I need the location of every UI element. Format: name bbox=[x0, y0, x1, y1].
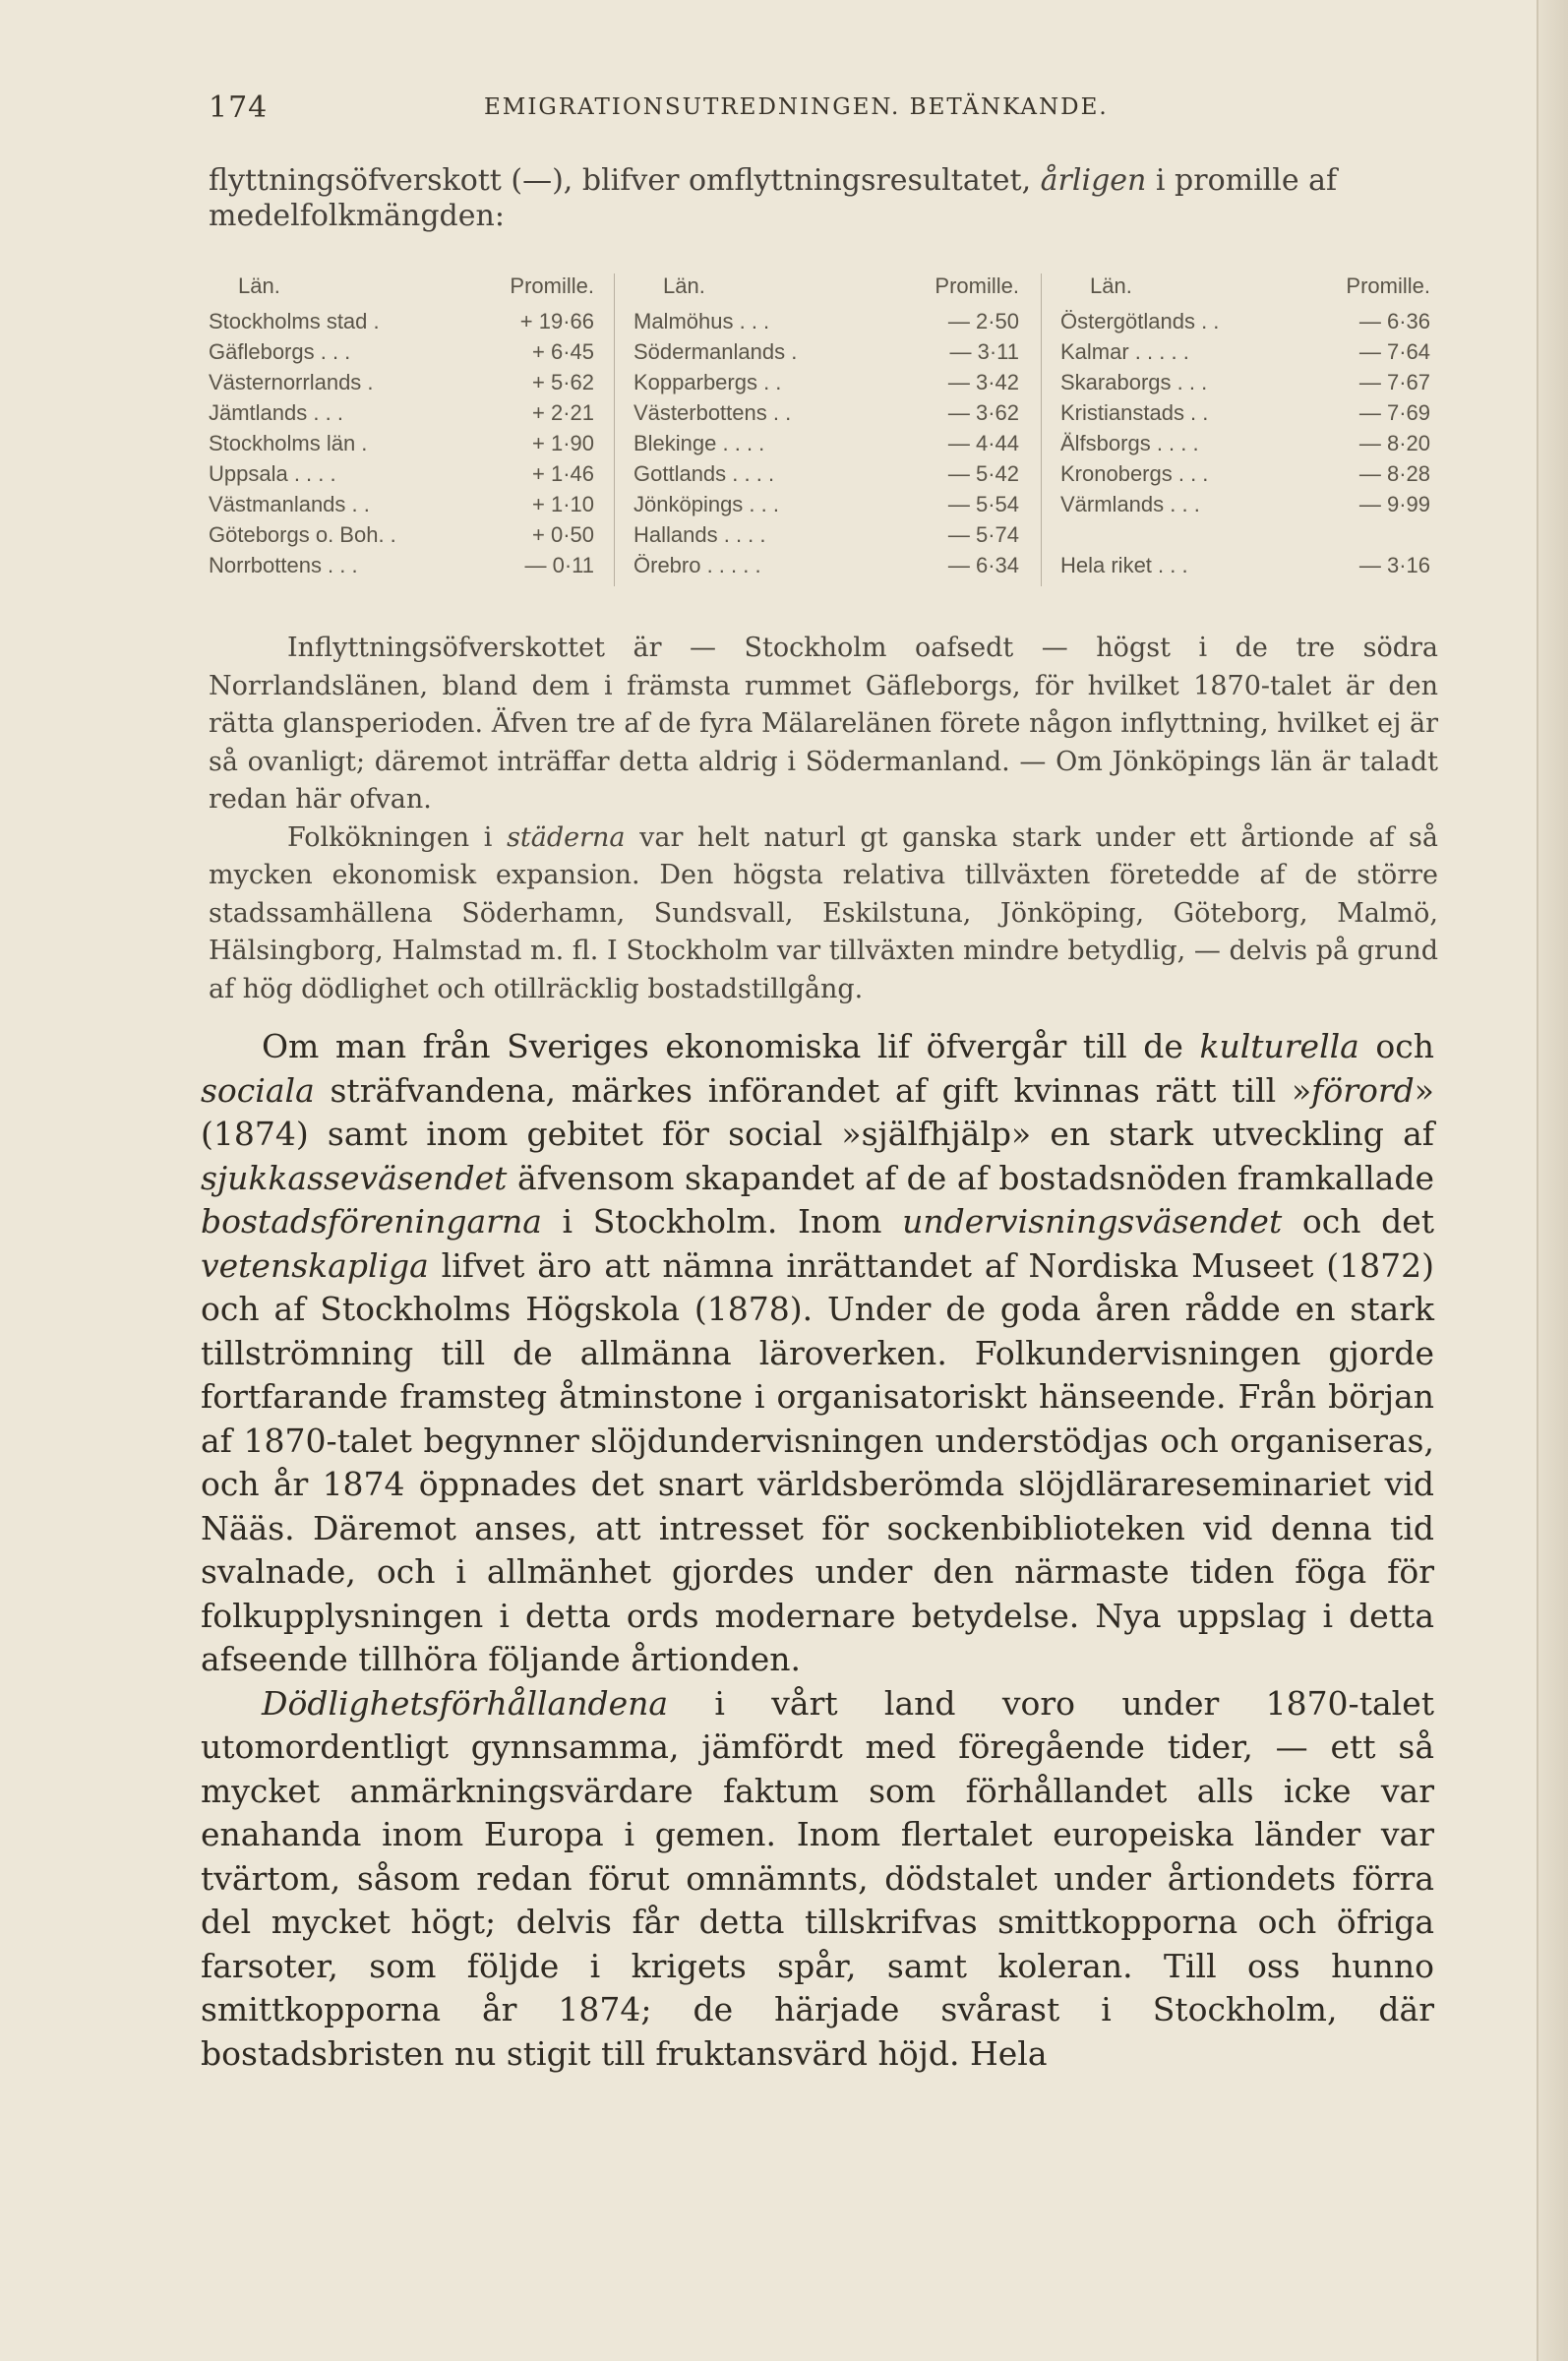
page-edge bbox=[1538, 0, 1568, 2361]
lan-name: Hallands . . . . bbox=[633, 522, 766, 547]
promille-value: — 6·36 bbox=[1358, 309, 1430, 333]
page-number: 174 bbox=[209, 91, 269, 125]
lan-name: Stockholms stad . bbox=[209, 309, 380, 333]
promille-value: — 6·34 bbox=[947, 553, 1019, 577]
lan-name: Kalmar . . . . . bbox=[1060, 339, 1189, 364]
table-row bbox=[633, 553, 1027, 580]
lan-name: Hela riket . . . bbox=[1060, 553, 1188, 577]
table-row bbox=[209, 431, 602, 458]
lan-name: Värmlands . . . bbox=[1060, 492, 1200, 516]
italic-run: städerna bbox=[507, 821, 626, 853]
promille-value: — 5·54 bbox=[947, 492, 1019, 516]
intro-italic: årligen bbox=[1040, 163, 1147, 198]
table-row bbox=[1060, 339, 1438, 367]
text-run: i vårt land voro under 1870-talet utomordentligt gynnsamma, jämfördt med föregående tider, — ett så mycket anmärkningsvärdare faktum som förhållandet alls icke var enahanda inom Europa i gemen. Inom flertalet europeiska länder var tvärtom, såsom redan förut omnämnts, dödstalet under årtiondets förra del mycket högt; delvis får detta tillskrifvas smittkopporna och öfriga farsoter, som följde i krigets spår, samt koleran. Till oss hunno smittkopporna år 1874; de härjade svårast i Stockholm, där bostadsbristen nu stigit till fruktansvärd höjd. Hela bbox=[201, 1683, 1434, 2073]
running-title: EMIGRATIONSUTREDNINGEN. BETÄNKANDE. bbox=[484, 94, 1109, 120]
promille-value: + 1·10 bbox=[532, 492, 594, 516]
promille-value: — 3·62 bbox=[947, 400, 1019, 425]
table-row bbox=[633, 339, 1027, 367]
italic-run: bostadsföreningarna bbox=[201, 1202, 542, 1241]
table-row bbox=[1060, 522, 1438, 550]
header-lan: Län. bbox=[238, 273, 280, 298]
table-row bbox=[1060, 461, 1438, 489]
italic-run: Dödlighetsförhållandena bbox=[262, 1683, 669, 1723]
table-row bbox=[209, 309, 602, 336]
text-run: Folkökningen i bbox=[287, 821, 508, 853]
table-row bbox=[1060, 309, 1438, 336]
promille-table bbox=[209, 268, 1438, 590]
lan-name: Västerbottens . . bbox=[633, 400, 792, 425]
italic-run: undervisningsväsendet bbox=[902, 1202, 1283, 1241]
lan-name: Kronobergs . . . bbox=[1060, 461, 1209, 486]
header-promille: Promille. bbox=[510, 273, 594, 298]
promille-value: — 4·44 bbox=[947, 431, 1019, 455]
lan-name: Norrbottens . . . bbox=[209, 553, 358, 577]
lan-name: Södermanlands . bbox=[633, 339, 798, 364]
table-row bbox=[633, 492, 1027, 519]
table-row bbox=[633, 522, 1027, 550]
intro-text bbox=[209, 163, 1438, 234]
lan-name: Jönköpings . . . bbox=[633, 492, 779, 516]
paragraph-inflyttning: Inflyttningsöfverskottet är — Stockholm oafsedt — högst i de tre södra Norrlandslänen, bland dem i främsta rummet Gäfleborgs, för hvilket 1870-talet är den rätta glansperioden. Äfven tre af de fyra Mälarelänen förete någon inflyttning, hvilket ej är så ovanligt; däremot inträffar detta aldrig i Södermanland. — Om Jönköpings län är taladt redan här ofvan. bbox=[209, 633, 1438, 815]
table-row bbox=[633, 461, 1027, 489]
table-header bbox=[633, 273, 1027, 301]
lan-name: Kristianstads . . bbox=[1060, 400, 1209, 425]
promille-value: + 0·50 bbox=[532, 522, 594, 547]
paragraph-dodlighet bbox=[201, 1682, 1434, 2077]
lan-name: Malmöhus . . . bbox=[633, 309, 770, 333]
promille-value: + 1·46 bbox=[532, 461, 594, 486]
italic-run: vetenskapliga bbox=[201, 1245, 429, 1285]
promille-value: — 3·11 bbox=[949, 339, 1019, 364]
table-row bbox=[209, 339, 602, 367]
promille-value: — 2·50 bbox=[947, 309, 1019, 333]
promille-value: — 3·42 bbox=[947, 370, 1019, 394]
page-edge-line bbox=[1537, 0, 1538, 2361]
table-row bbox=[209, 400, 602, 428]
main-text-section bbox=[201, 1025, 1434, 2076]
lan-name: Kopparbergs . . bbox=[633, 370, 782, 394]
lan-name: Västernorrlands . bbox=[209, 370, 374, 394]
table-row bbox=[633, 400, 1027, 428]
promille-value: — 5·74 bbox=[947, 522, 1019, 547]
lan-name: Västmanlands . . bbox=[209, 492, 370, 516]
column-divider bbox=[614, 273, 615, 586]
table-row bbox=[209, 492, 602, 519]
lan-name: Gäfleborgs . . . bbox=[209, 339, 351, 364]
small-print-section bbox=[209, 630, 1438, 1008]
lan-name: Älfsborgs . . . . bbox=[1060, 431, 1199, 455]
promille-value: — 9·99 bbox=[1358, 492, 1430, 516]
promille-value: + 1·90 bbox=[532, 431, 594, 455]
lan-name: Blekinge . . . . bbox=[633, 431, 765, 455]
text-run: äfvensom skapandet af de af bostadsnöden framkallade bbox=[507, 1158, 1434, 1197]
italic-run: kulturella bbox=[1199, 1027, 1359, 1065]
promille-value: — 3·16 bbox=[1358, 553, 1430, 577]
promille-value: — 5·42 bbox=[947, 461, 1019, 486]
table-column-1 bbox=[209, 268, 602, 590]
table-row bbox=[209, 553, 602, 580]
text-run: och det bbox=[1282, 1202, 1434, 1241]
intro-after: i promille af medelfolkmängden: bbox=[209, 163, 1338, 233]
promille-value: — 0·11 bbox=[524, 553, 594, 577]
table-row bbox=[633, 370, 1027, 397]
table-row bbox=[1060, 553, 1438, 580]
text-run: » (1874) samt inom gebitet för social »själfhjälp» en stark utveckling af bbox=[201, 1070, 1434, 1153]
header-lan: Län. bbox=[1090, 273, 1132, 298]
table-row bbox=[1060, 370, 1438, 397]
table-column-2 bbox=[633, 268, 1027, 590]
table-row bbox=[209, 370, 602, 397]
promille-value: — 7·67 bbox=[1358, 370, 1430, 394]
promille-value: + 19·66 bbox=[519, 309, 594, 333]
paragraph-kultur bbox=[201, 1025, 1434, 1682]
lan-name: Östergötlands . . bbox=[1060, 309, 1220, 333]
text-run: sträfvandena, märkes införandet af gift kvinnas rätt till » bbox=[314, 1070, 1312, 1110]
italic-run: förord bbox=[1311, 1070, 1415, 1110]
text-run: Om man från Sveriges ekonomiska lif öfvergår till de bbox=[262, 1027, 1200, 1065]
table-header bbox=[209, 273, 602, 301]
header-promille: Promille. bbox=[935, 273, 1019, 298]
intro-before: flyttningsöfverskott (—), blifver omflyttningsresultatet, bbox=[209, 163, 1041, 198]
table-row bbox=[633, 431, 1027, 458]
promille-value: + 6·45 bbox=[532, 339, 594, 364]
table-row bbox=[1060, 492, 1438, 519]
lan-name: Stockholms län . bbox=[209, 431, 368, 455]
text-run: i Stockholm. Inom bbox=[541, 1202, 903, 1241]
lan-name: Göteborgs o. Boh. . bbox=[209, 522, 396, 547]
italic-run: sociala bbox=[201, 1070, 315, 1110]
table-row bbox=[1060, 400, 1438, 428]
promille-value: + 5·62 bbox=[532, 370, 594, 394]
text-run: och bbox=[1358, 1027, 1434, 1065]
italic-run: sjukkasseväsendet bbox=[201, 1158, 508, 1197]
promille-value: — 8·28 bbox=[1358, 461, 1430, 486]
lan-name: Jämtlands . . . bbox=[209, 400, 343, 425]
header-lan: Län. bbox=[663, 273, 705, 298]
promille-value: — 7·64 bbox=[1358, 339, 1430, 364]
promille-value: — 8·20 bbox=[1358, 431, 1430, 455]
table-row bbox=[633, 309, 1027, 336]
table-row bbox=[209, 461, 602, 489]
table-row bbox=[1060, 431, 1438, 458]
column-divider bbox=[1041, 273, 1042, 586]
promille-value: + 2·21 bbox=[532, 400, 594, 425]
lan-name: Uppsala . . . . bbox=[209, 461, 336, 486]
table-row bbox=[209, 522, 602, 550]
header-promille: Promille. bbox=[1346, 273, 1430, 298]
paragraph-folkokning bbox=[209, 819, 1438, 1009]
lan-name: Skaraborgs . . . bbox=[1060, 370, 1208, 394]
running-header bbox=[209, 91, 1438, 130]
lan-name: Gottlands . . . . bbox=[633, 461, 775, 486]
text-run: lifvet äro att nämna inrättandet af Nordiska Museet (1872) och af Stockholms Högskola (1878). Under de goda åren rådde en stark tillströmning till de allmänna läroverken. Folkundervisningen gjorde fortfarande framsteg åtminstone i organisatoriskt hänseende. Från början af 1870-talet begynner slöjdundervisningen understödjas och organiseras, och år 1874 öppnades det snart världsberömda slöjdlärareseminariet vid Nääs. Däremot anses, att intresset för sockenbiblioteken vid denna tid svalnade, och i allmänhet gjordes under den närmaste tiden föga för folkupplysningen i detta ords modernare betydelse. Nya uppslag i detta afseende tillhöra följande årtionden. bbox=[201, 1245, 1434, 1678]
lan-name: Örebro . . . . . bbox=[633, 553, 761, 577]
table-column-3 bbox=[1060, 268, 1438, 590]
text-run: var helt naturl gt ganska stark under ett årtionde af så mycken ekonomisk expansion. Den högsta relativa tillväxten företedde af de större stadssamhällena Söderhamn, Sundsvall, Eskilstuna, Jönköping, Göteborg, Malmö, Hälsingborg, Halmstad m. fl. I Stockholm var tillväxten mindre betydlig, — delvis på grund af hög dödlighet och otillräcklig bostadstillgång. bbox=[209, 821, 1439, 1004]
promille-value: — 7·69 bbox=[1358, 400, 1430, 425]
table-header bbox=[1060, 273, 1438, 301]
